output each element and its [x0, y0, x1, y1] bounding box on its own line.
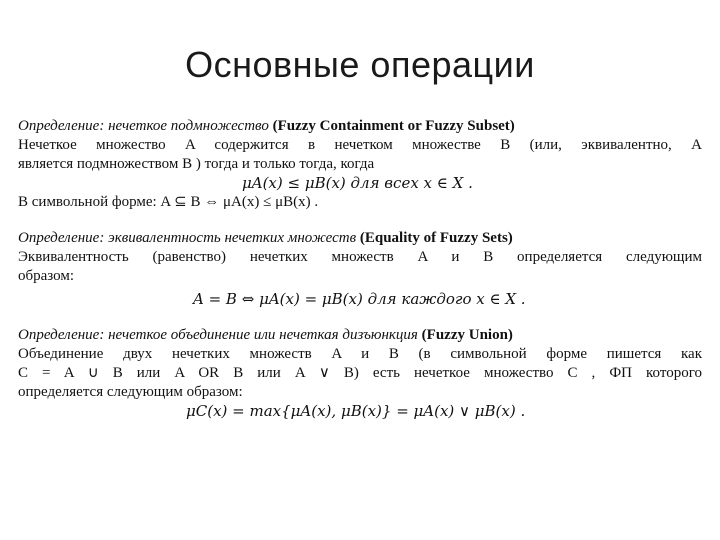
definition-english: (Equality of Fuzzy Sets)	[359, 230, 513, 246]
definition-english: (Fuzzy Containment or Fuzzy Subset)	[272, 118, 515, 134]
symbol-form-line: В символьной форме: A ⊆ B ⇔ μA(x) ≤ μB(x) .	[18, 194, 319, 210]
definition-equality	[18, 229, 702, 309]
definition-union	[18, 326, 702, 421]
definition-label: Определение: нечеткое объединение или нечеткая дизъюнкция	[18, 327, 418, 343]
definition-text-line: определяется следующим образом:	[18, 384, 243, 400]
definition-text-line: Эквивалентность (равенство) нечетких множеств A и B определяется следующим	[18, 249, 702, 265]
formula: μA(x) ≤ μB(x) для всех x ∈ X .	[242, 174, 473, 192]
definition-english: (Fuzzy Union)	[421, 327, 513, 343]
definition-subset	[18, 117, 702, 212]
formula: μC(x) = max{μA(x), μB(x)} = μA(x) ∨ μB(x) .	[186, 402, 526, 420]
definition-text-line: является подмножеством B ) тогда и только тогда, когда	[18, 156, 375, 172]
definition-text-line: C = A ∪ B или A OR B или A ∨ B) есть нечеткое множество C , ФП которого	[18, 365, 702, 381]
formula: A = B ⇔ μA(x) = μB(x) для каждого x ∈ X .	[193, 290, 526, 308]
definition-text-line: Объединение двух нечетких множеств A и B (в символьной форме пишется как	[18, 346, 702, 362]
definition-text-line: образом:	[18, 268, 75, 284]
definition-text-line: Нечеткое множество A содержится в нечетком множестве B (или, эквивалентно, A	[18, 137, 702, 153]
definition-label: Определение: нечеткое подмножество	[18, 118, 269, 134]
slide-body	[18, 117, 702, 438]
definition-label: Определение: эквивалентность нечетких множеств	[18, 230, 357, 246]
slide-title: Основные операции	[185, 44, 535, 85]
